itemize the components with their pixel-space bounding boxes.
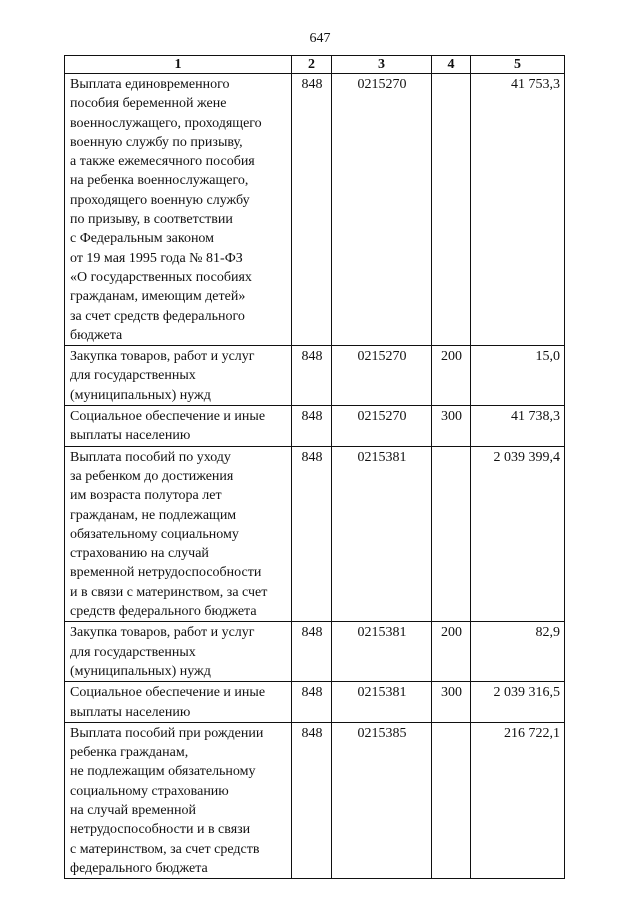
row-amount: 41 738,3 — [471, 406, 565, 447]
row-expense-type — [432, 74, 471, 346]
row-description: Социальное обеспечение и иные выплаты населению — [65, 682, 292, 723]
row-target-article: 0215270 — [332, 74, 432, 346]
row-amount: 15,0 — [471, 346, 565, 406]
row-ministry-code: 848 — [292, 346, 332, 406]
row-amount: 2 039 399,4 — [471, 446, 565, 622]
row-amount: 216 722,1 — [471, 722, 565, 878]
row-target-article: 0215381 — [332, 622, 432, 682]
row-amount: 41 753,3 — [471, 74, 565, 346]
budget-table — [64, 55, 565, 879]
row-target-article: 0215381 — [332, 682, 432, 723]
column-header-4: 4 — [432, 56, 471, 74]
row-ministry-code: 848 — [292, 682, 332, 723]
table-row — [65, 406, 565, 447]
row-ministry-code: 848 — [292, 722, 332, 878]
row-target-article: 0215270 — [332, 406, 432, 447]
row-expense-type: 200 — [432, 346, 471, 406]
row-description: Выплата единовременного пособия беременной жене военнослужащего, проходящего военную службу по призыву, а также ежемесячного пособия на ребенка военнослужащего, проходящего военную службу по призыву, в соответствии с Федеральным законом от 19 мая 1995 года № 81-ФЗ «О государственных пособиях гражданам, имеющим детей» за счет средств федерального бюджета — [65, 74, 292, 346]
row-ministry-code: 848 — [292, 406, 332, 447]
table-row — [65, 74, 565, 346]
row-description: Закупка товаров, работ и услуг для государственных (муниципальных) нужд — [65, 622, 292, 682]
column-header-1: 1 — [65, 56, 292, 74]
row-description: Выплата пособий по уходу за ребенком до достижения им возраста полутора лет гражданам, не подлежащим обязательному социальному страхованию на случай временной нетрудоспособности и в связи с материнством, за счет средств федерального бюджета — [65, 446, 292, 622]
row-description: Социальное обеспечение и иные выплаты населению — [65, 406, 292, 447]
table-row — [65, 722, 565, 878]
row-ministry-code: 848 — [292, 622, 332, 682]
row-description: Выплата пособий при рождении ребенка гражданам, не подлежащим обязательному социальному страхованию на случай временной нетрудоспособности и в связи с материнством, за счет средств федерального бюджета — [65, 722, 292, 878]
table-row — [65, 346, 565, 406]
column-header-3: 3 — [332, 56, 432, 74]
table-header-row — [65, 56, 565, 74]
row-amount: 82,9 — [471, 622, 565, 682]
table-row — [65, 682, 565, 723]
row-target-article: 0215381 — [332, 446, 432, 622]
row-expense-type: 300 — [432, 682, 471, 723]
page-number: 647 — [309, 31, 331, 46]
row-description: Закупка товаров, работ и услуг для государственных (муниципальных) нужд — [65, 346, 292, 406]
column-header-5: 5 — [471, 56, 565, 74]
table-row — [65, 622, 565, 682]
row-expense-type: 300 — [432, 406, 471, 447]
row-expense-type — [432, 446, 471, 622]
row-expense-type — [432, 722, 471, 878]
column-header-2: 2 — [292, 56, 332, 74]
row-target-article: 0215385 — [332, 722, 432, 878]
row-ministry-code: 848 — [292, 446, 332, 622]
row-ministry-code: 848 — [292, 74, 332, 346]
row-expense-type: 200 — [432, 622, 471, 682]
row-target-article: 0215270 — [332, 346, 432, 406]
table-row — [65, 446, 565, 622]
row-amount: 2 039 316,5 — [471, 682, 565, 723]
